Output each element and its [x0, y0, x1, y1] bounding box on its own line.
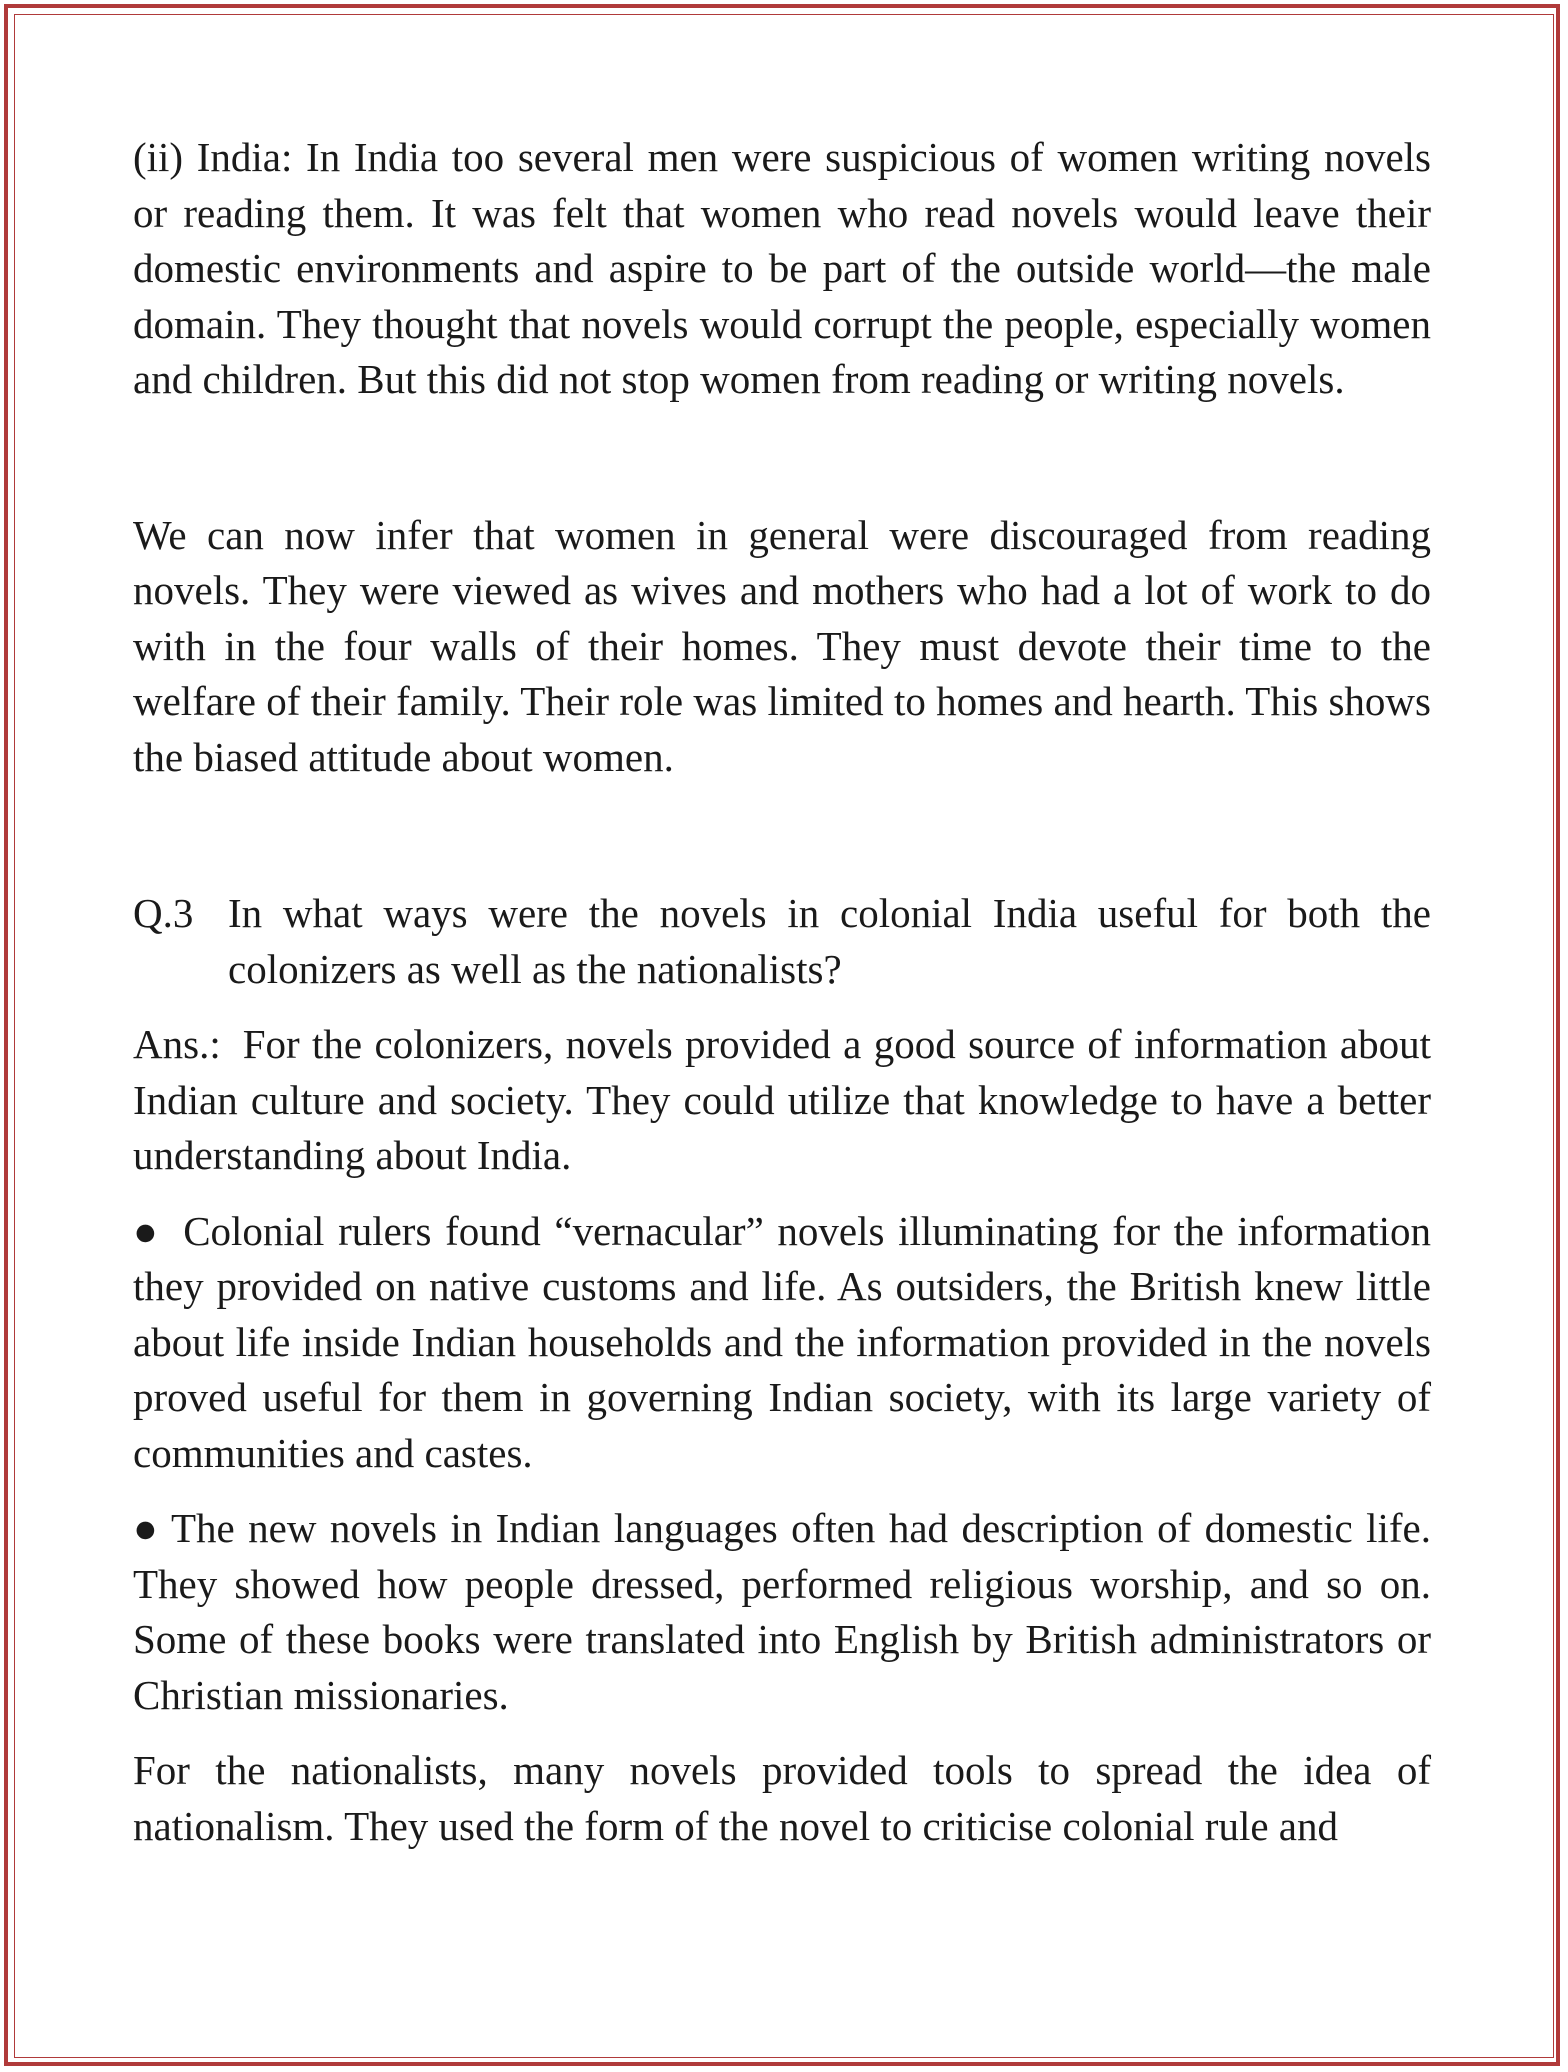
question-3	[133, 886, 1431, 997]
answer-text: For the colonizers, novels provided a good source of information about Indian culture and society. They could utilize that knowledge to have a better understanding about India.	[133, 1021, 1431, 1178]
paragraph-nationalists: For the nationalists, many novels provided tools to spread the idea of nationalism. They used the form of the novel to criticise colonial rule and	[133, 1747, 1431, 1849]
page-content	[133, 130, 1431, 1854]
paragraph-infer: We can now infer that women in general were discouraged from reading novels. They were viewed as wives and mothers who had a lot of work to do with in the four walls of their homes. They must devote their time to the welfare of their family. Their role was limited to homes and hearth. This shows the biased attitude about women.	[133, 511, 1431, 780]
paragraph-india: (ii) India: In India too several men were suspicious of women writing novels or reading them. It was felt that women who read novels would leave their domestic environments and aspire to be part of the outside world—the male domain. They thought that novels would corrupt the people, especially women and children. But this did not stop women from reading or writing novels.	[133, 134, 1431, 402]
bullet-icon: ●	[133, 1505, 161, 1551]
bullet-item	[133, 1204, 1431, 1482]
bullet-icon: ●	[133, 1207, 162, 1254]
answer-paragraph	[133, 1017, 1431, 1184]
bullet-text: Colonial rulers found “vernacular” novels illuminating for the information they provided on native customs and life. As outsiders, the British knew little about life inside Indian households and the information provided in the novels proved useful for them in governing Indian society, with its large variety of communities and castes.	[133, 1207, 1432, 1476]
answer-label: Ans.:	[133, 1021, 221, 1067]
question-text: In what ways were the novels in colonial India useful for both the colonizers as well as the nationalists?	[228, 890, 1431, 992]
bullet-text: The new novels in Indian languages often had description of domestic life. They showed how people dressed, performed religious worship, and so on. Some of these books were translated into English by British administrators or Christian missionaries.	[133, 1505, 1431, 1718]
question-number: Q.3	[133, 890, 194, 936]
bullet-item	[133, 1501, 1431, 1723]
